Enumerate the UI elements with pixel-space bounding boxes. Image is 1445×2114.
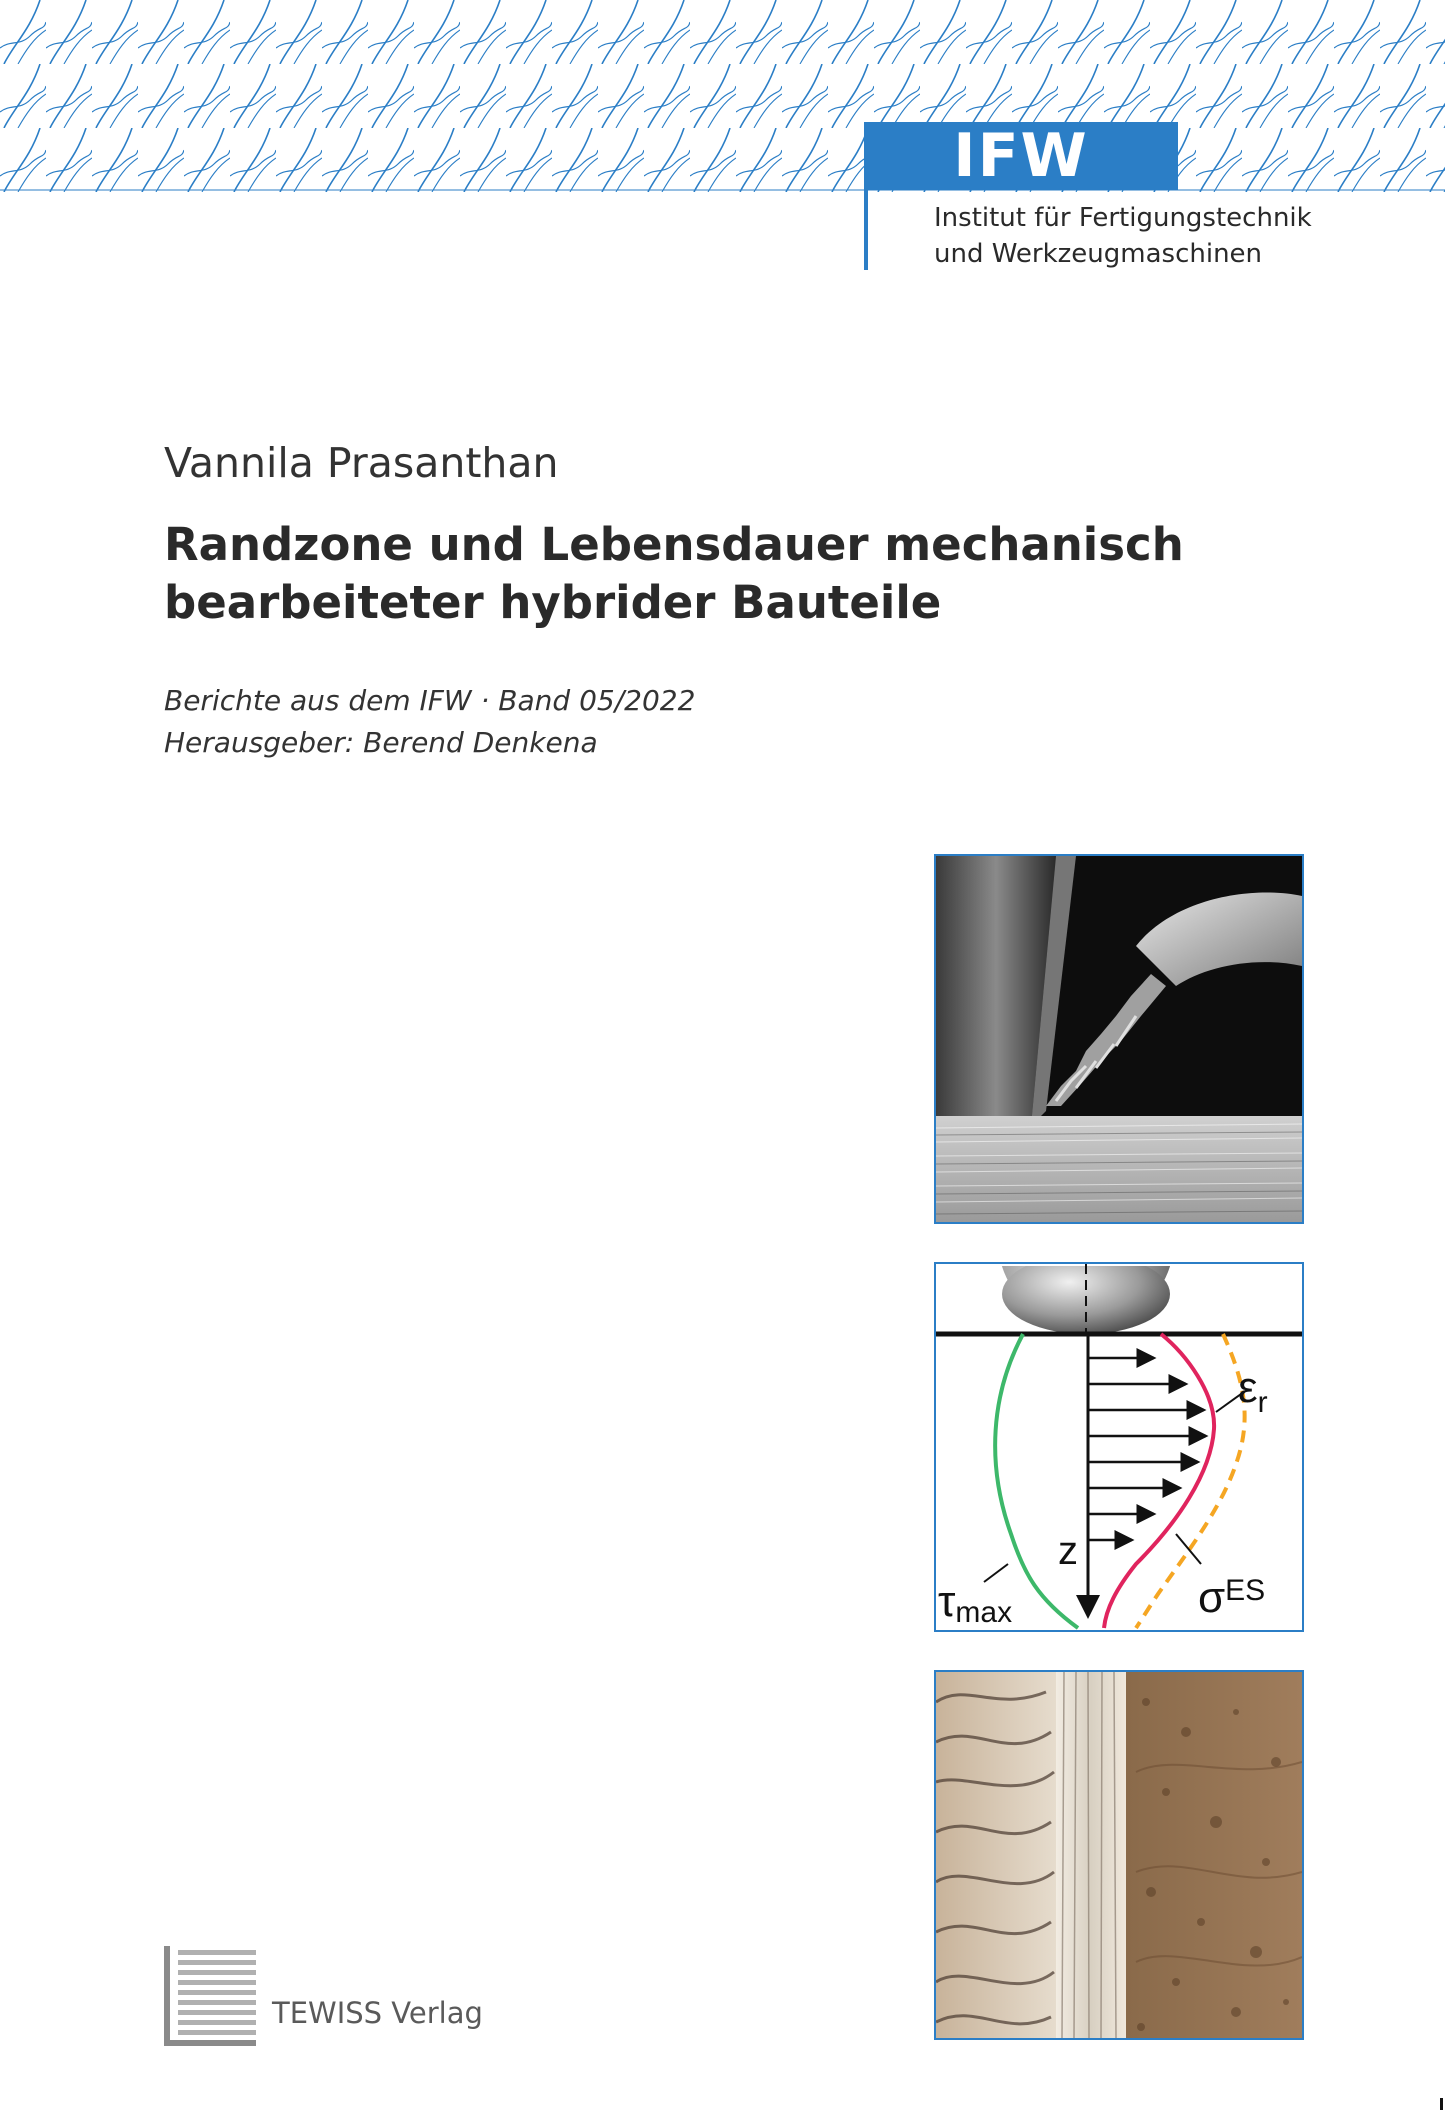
book-title (164, 516, 1184, 632)
milling-photo (934, 854, 1304, 1224)
author-name: Vannila Prasanthan (164, 439, 559, 487)
tewiss-logo-icon (164, 1946, 264, 2046)
editor-line: Herausgeber: Berend Denkena (164, 726, 598, 759)
publisher-name: TEWISS Verlag (272, 1996, 483, 2030)
crop-mark (1440, 2098, 1443, 2110)
title-line-2: bearbeiteter hybrider Bauteile (164, 576, 942, 629)
institute-line-1: Institut für Fertigungstechnik (934, 203, 1312, 233)
title-line-1: Randzone und Lebensdauer mechanisch (164, 518, 1184, 571)
series-line: Berichte aus dem IFW · Band 05/2022 (164, 684, 696, 717)
micrograph-photo (934, 1670, 1304, 2040)
series-info (164, 680, 695, 764)
strain-label: $\varepsilon_r$ (1238, 1363, 1268, 1419)
header-pattern (0, 0, 1445, 192)
ifw-logo: IFW (864, 122, 1178, 190)
depth-label: z (1058, 1529, 1078, 1573)
institute-name (934, 200, 1312, 272)
shear-label: τmax (938, 1577, 1013, 1629)
stress-diagram (934, 1262, 1304, 1632)
stress-label: $\sigma^{ES}$ (1198, 1573, 1266, 1622)
institute-line-2: und Werkzeugmaschinen (934, 239, 1263, 269)
logo-rule (864, 190, 868, 270)
